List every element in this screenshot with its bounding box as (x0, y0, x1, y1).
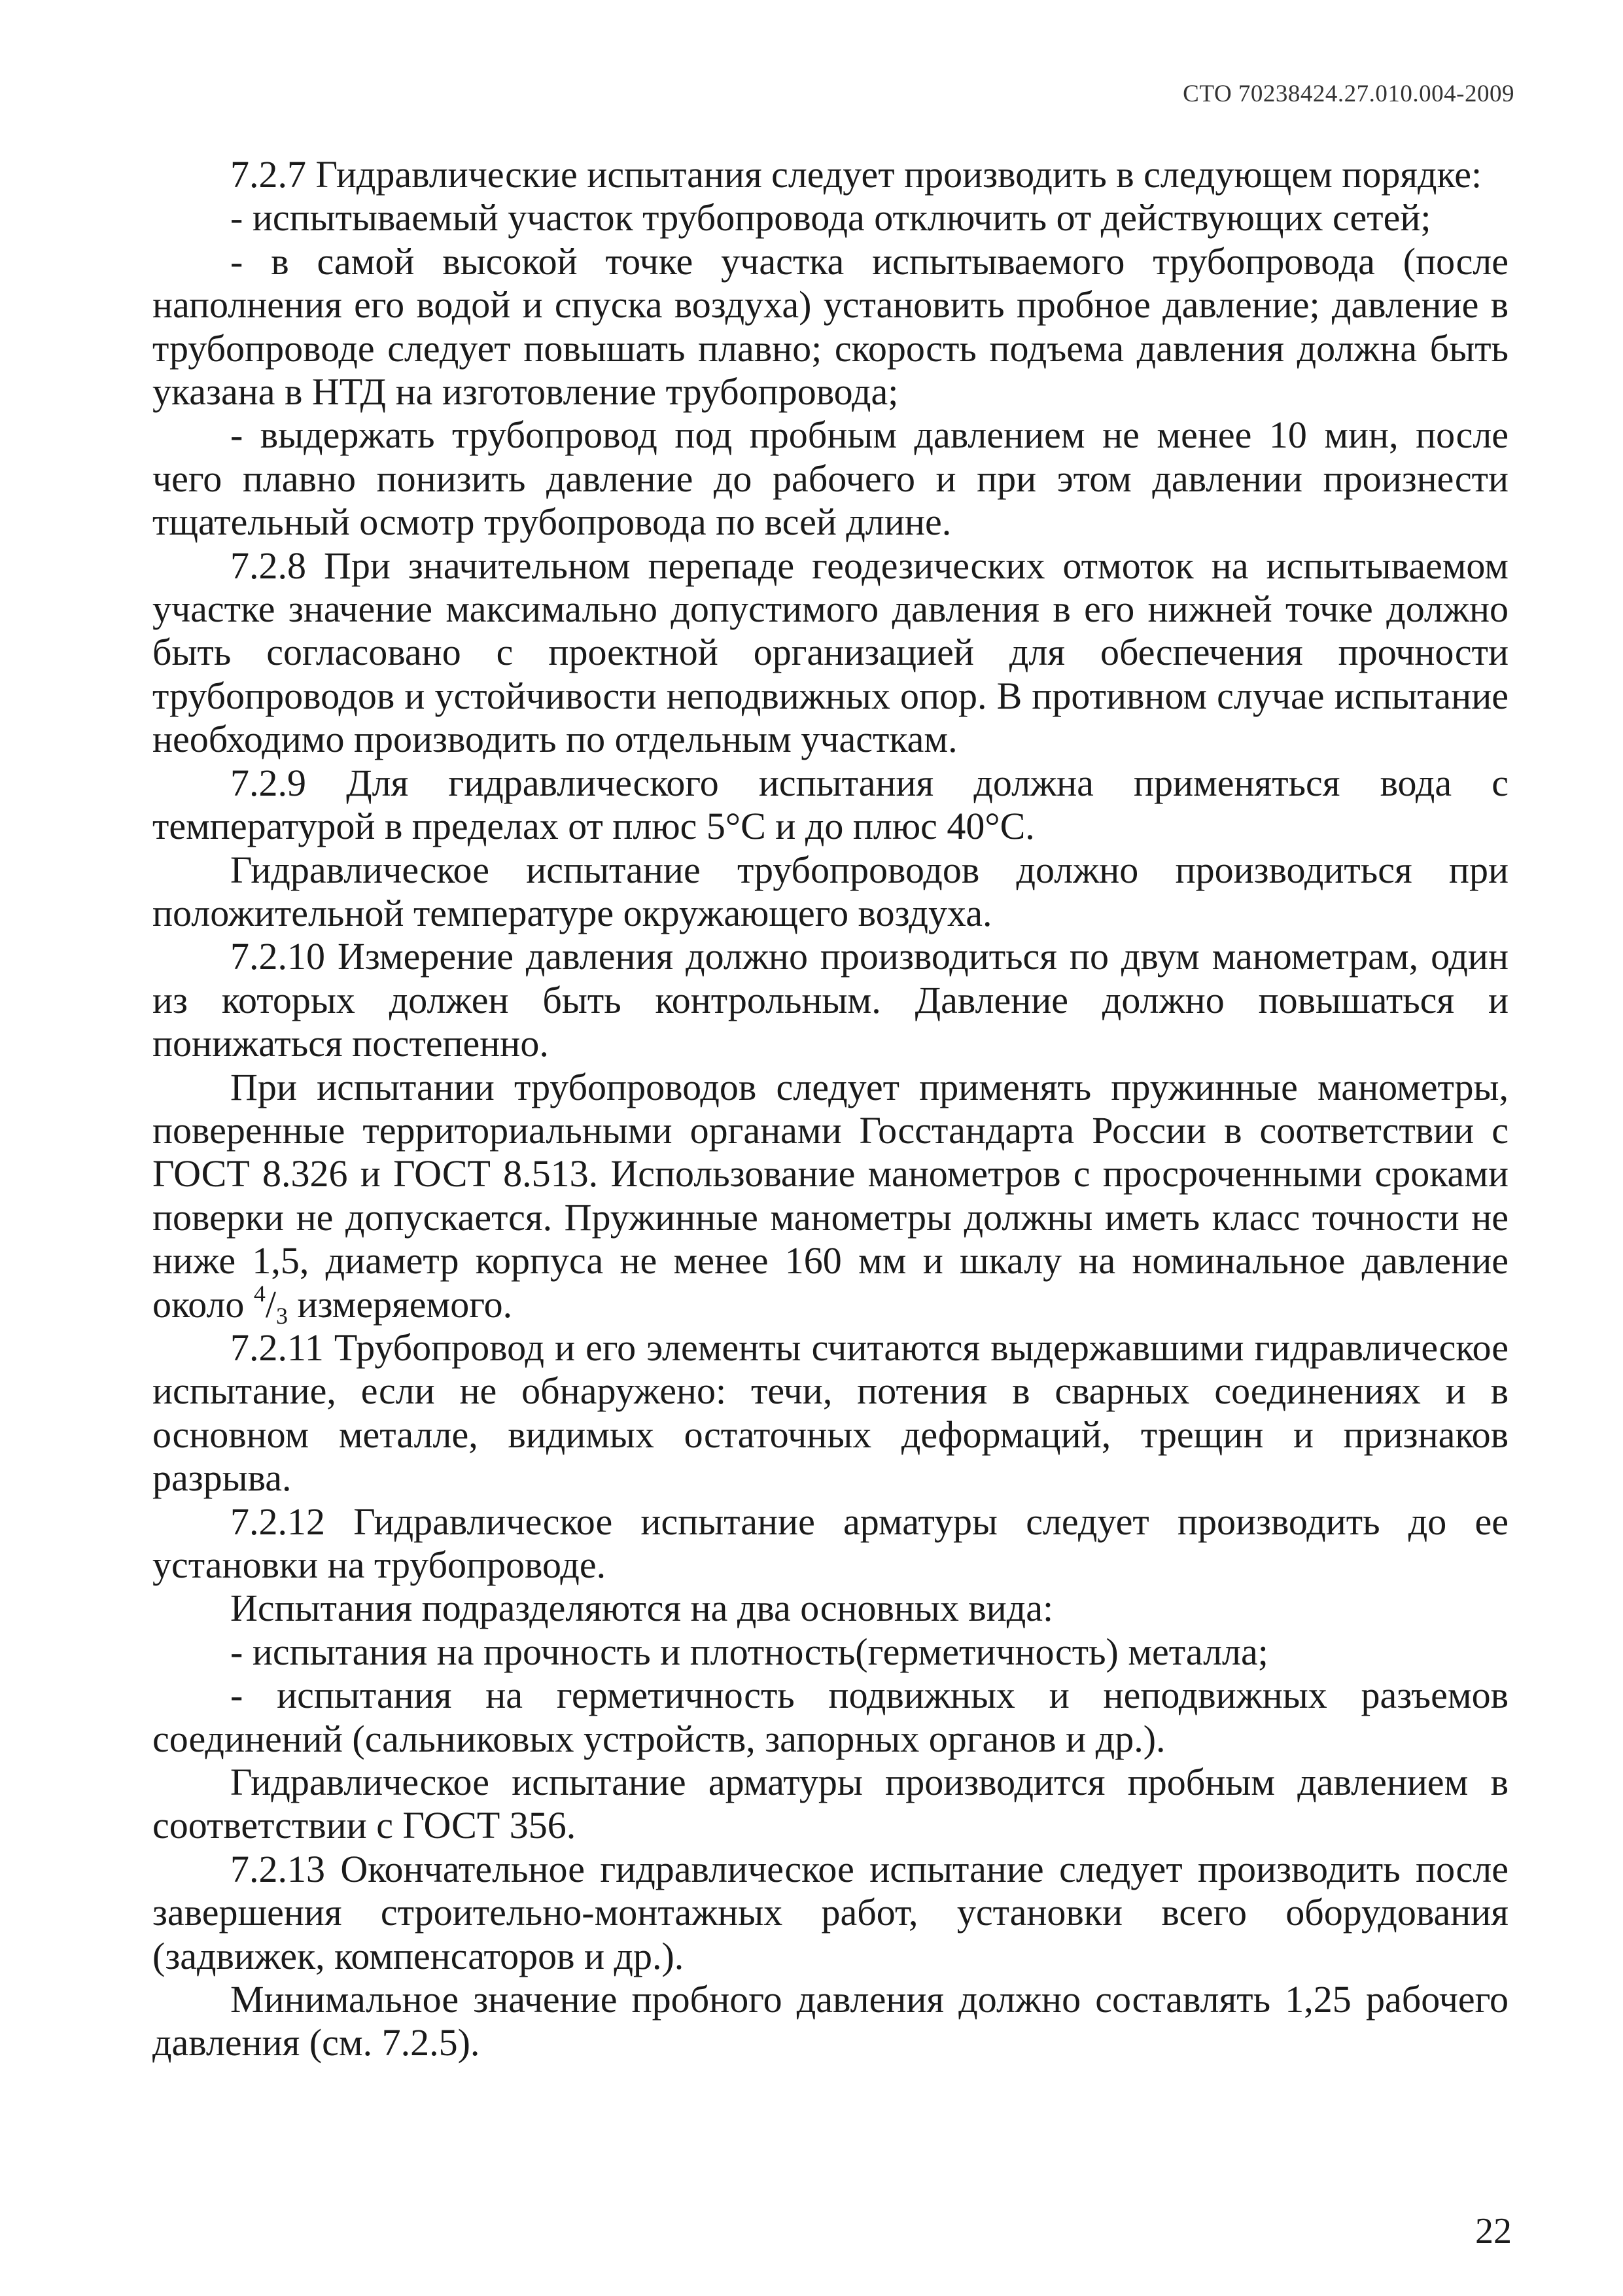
list-item-tightness-test: - испытания на герметичность подвижных и неподвижных разъемов соединений (сальниковых устройств, запорных органов и др.). (152, 1674, 1509, 1760)
fraction-denominator: 3 (276, 1302, 288, 1329)
document-code-header: СТО 70238424.27.010.004-2009 (1183, 80, 1514, 107)
paragraph-7-2-11: 7.2.11 Трубопровод и его элементы считаются выдержавшими гидравлическое испытание, если не обнаружено: течи, потения в сварных соединениях и в основном металле, видимых остаточных деформаций, трещин и признаков разрыва. (152, 1326, 1509, 1500)
document-body (152, 153, 1509, 2065)
list-item-set-test-pressure: - в самой высокой точке участка испытываемого трубопровода (после наполнения его водой и спуска воздуха) установить пробное давление; давление в трубопроводе следует повышать плавно; скорость подъема давления должна быть указана в НТД на изготовление трубопровода; (152, 239, 1509, 414)
fraction-numerator: 4 (253, 1280, 266, 1307)
paragraph-fittings-test-pressure: Гидравлическое испытание арматуры производится пробным давлением в соответствии с ГОСТ 356. (152, 1761, 1509, 1847)
paragraph-7-2-9: 7.2.9 Для гидравлического испытания должна применяться вода с температурой в пределах от плюс 5°С и до плюс 40°С. (152, 761, 1509, 848)
manometers-text: При испытании трубопроводов следует применять пружинные манометры, поверенные территориальными органами Госстандарта России в соответствии с ГОСТ 8.326 и ГОСТ 8.513. Использование манометров с просроченными сроками поверки не допускается. Пружинные манометры должны иметь класс точности не ниже 1,5, диаметр корпуса не менее 160 мм и шкалу на номинальное давление около (152, 1065, 1509, 1326)
page-number: 22 (1475, 2211, 1512, 2252)
manometers-text-end: измеряемого. (288, 1282, 513, 1326)
paragraph-7-2-12: 7.2.12 Гидравлическое испытание арматуры следует производить до ее установки на трубопроводе. (152, 1500, 1509, 1586)
paragraph-7-2-7: 7.2.7 Гидравлические испытания следует производить в следующем порядке: (230, 153, 1482, 196)
paragraph-7-2-13: 7.2.13 Окончательное гидравлическое испытание следует производить после завершения строительно-монтажных работ, установки всего оборудования (задвижек, компенсаторов и др.). (152, 1847, 1509, 1977)
fraction-slash: / (265, 1282, 277, 1326)
paragraph-7-2-8: 7.2.8 При значительном перепаде геодезических отмоток на испытываемом участке значение максимально допустимого давления в его нижней точке должно быть согласовано с проектной организацией для обеспечения прочности трубопроводов и устойчивости неподвижных опор. В противном случае испытание необходимо производить по отдельным участкам. (152, 544, 1509, 761)
list-item-hold-pressure: - выдержать трубопровод под пробным давлением не менее 10 мин, после чего плавно понизить давление до рабочего и при этом давлении произнести тщательный осмотр трубопровода по всей длине. (152, 414, 1509, 544)
paragraph-manometers (152, 1065, 1509, 1329)
paragraph-minimum-test-pressure: Минимальное значение пробного давления должно составлять 1,25 рабочего давления (см. 7.2.5). (152, 1978, 1509, 2064)
list-item-strength-test: - испытания на прочность и плотность(герметичность) металла; (230, 1630, 1268, 1673)
list-item-disconnect-section: - испытываемый участок трубопровода отключить от действующих сетей; (230, 196, 1431, 239)
paragraph-7-2-10: 7.2.10 Измерение давления должно производиться по двум манометрам, один из которых должен быть контрольным. Давление должно повышаться и понижаться постепенно. (152, 935, 1509, 1065)
paragraph-test-types: Испытания подразделяются на два основных вида: (230, 1587, 1054, 1630)
paragraph-positive-temperature: Гидравлическое испытание трубопроводов должно производиться при положительной температуре окружающего воздуха. (152, 848, 1509, 934)
